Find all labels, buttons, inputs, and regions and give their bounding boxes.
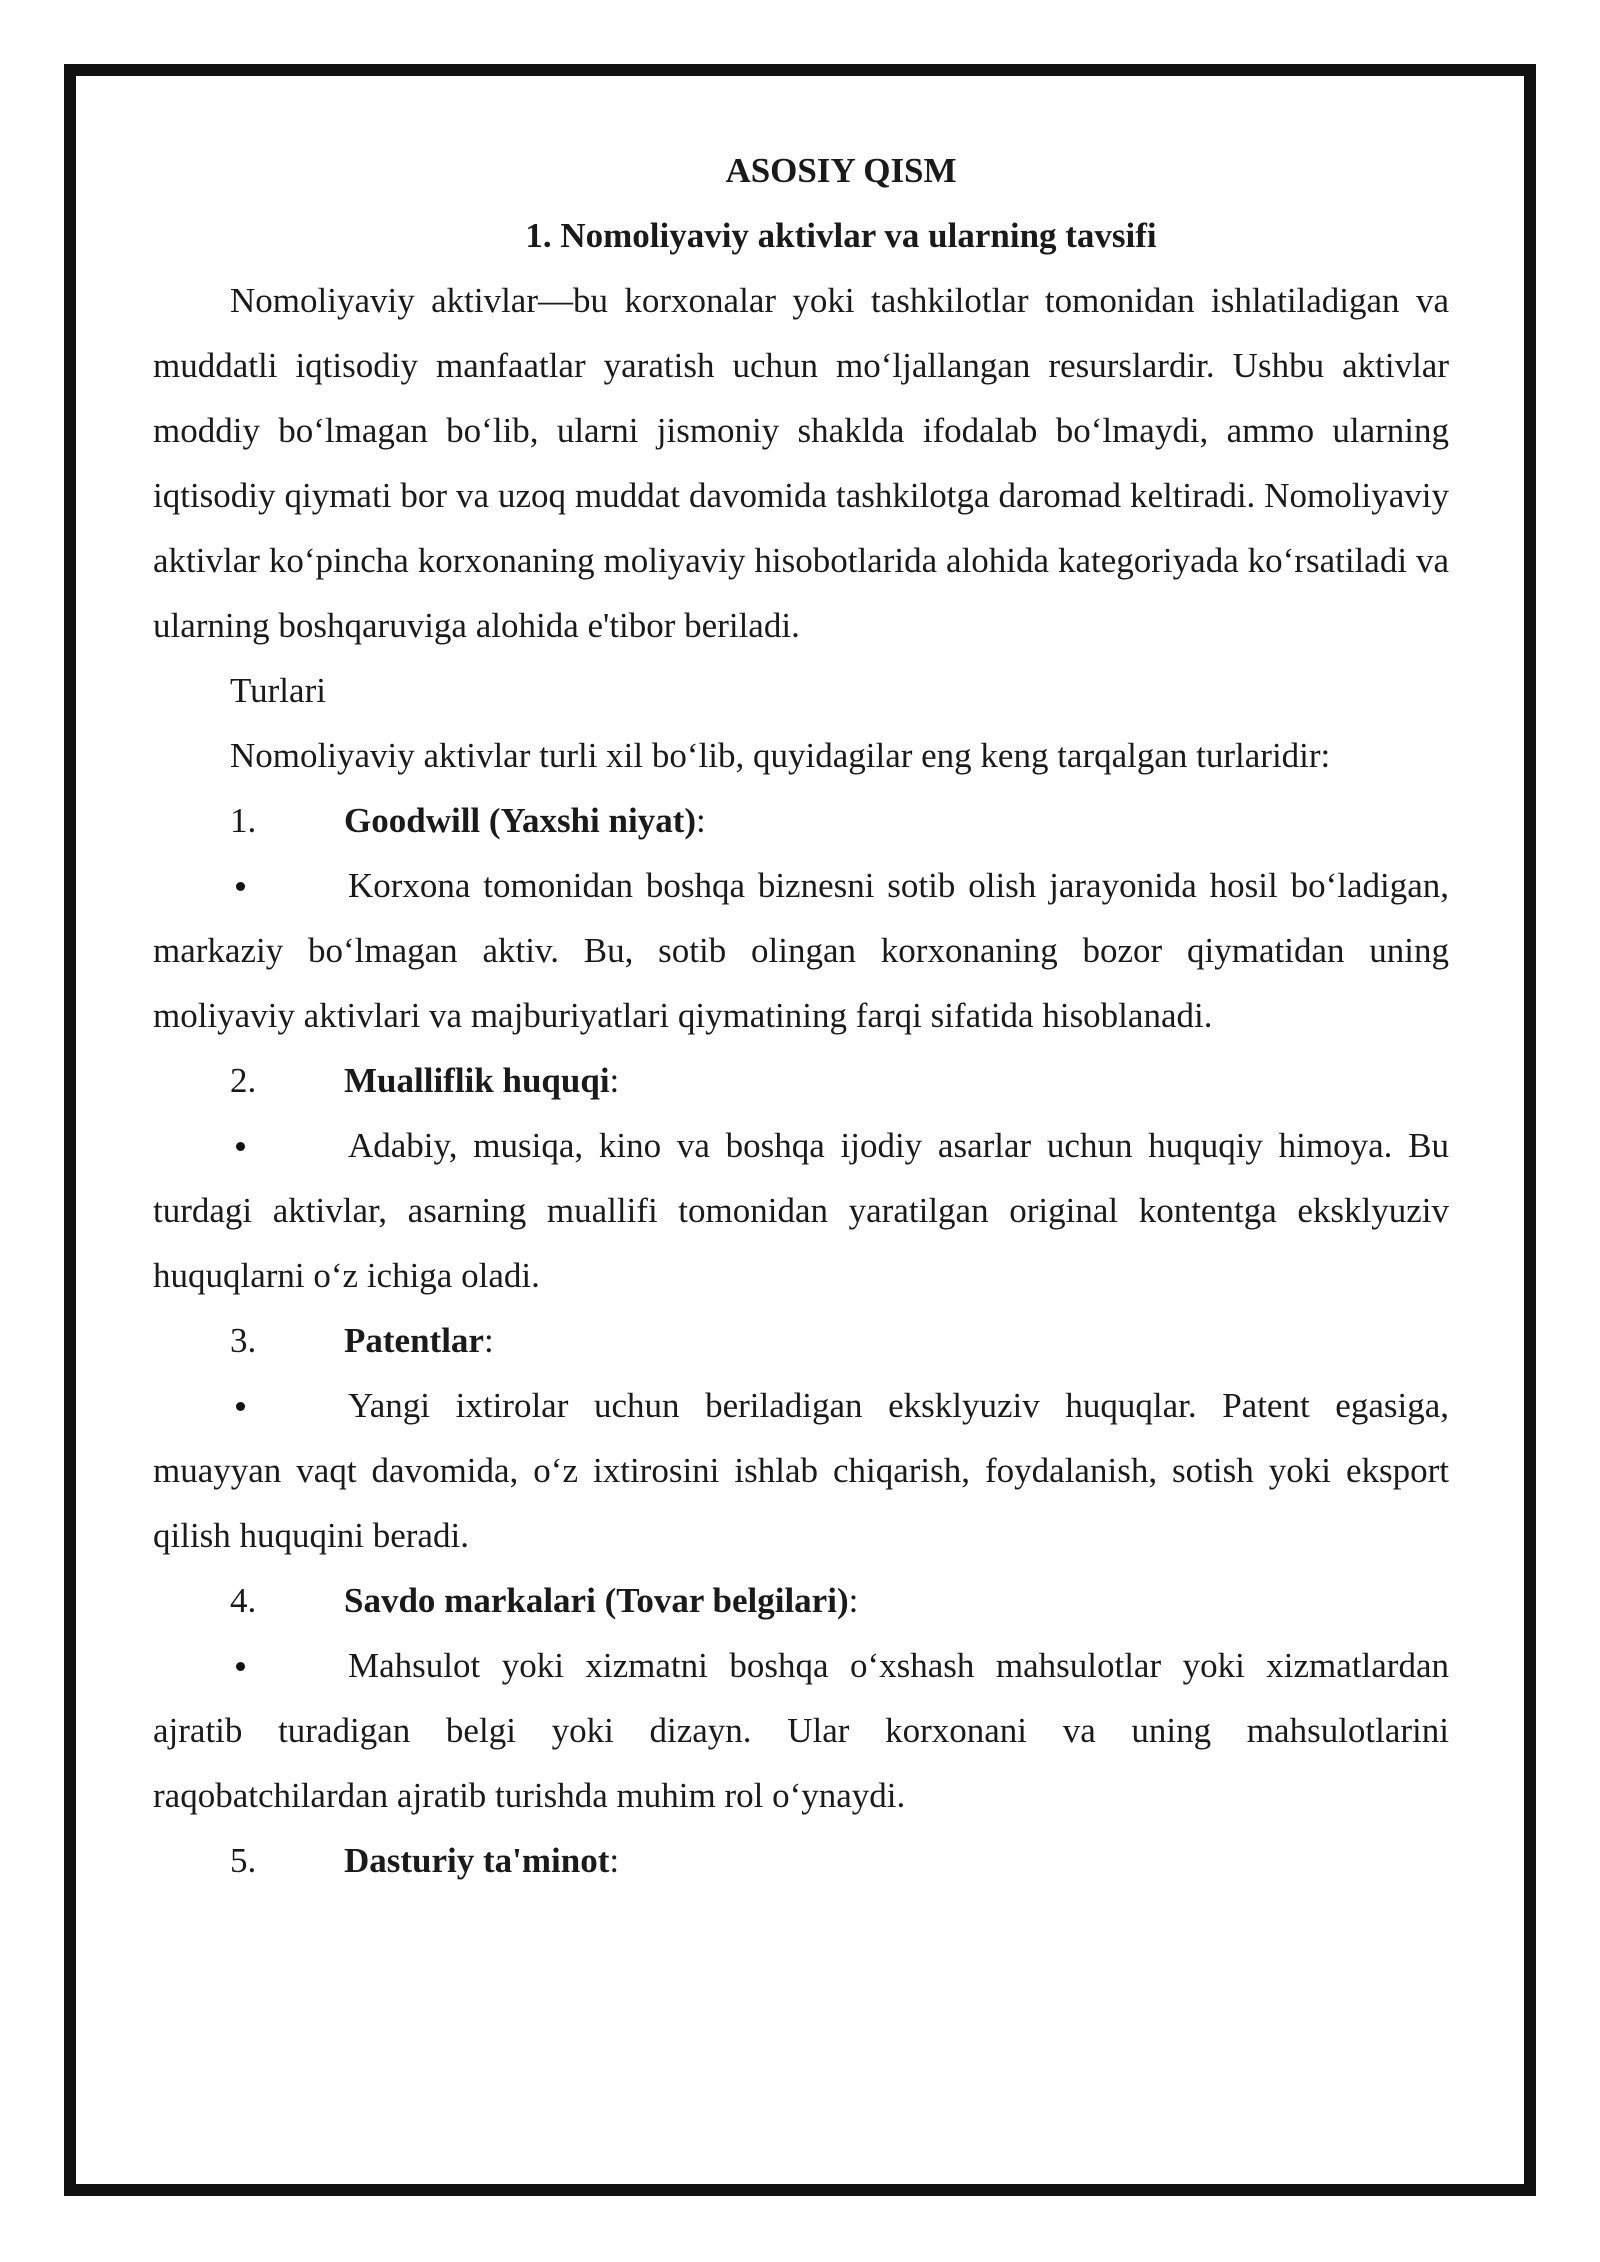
list-number: 1. (230, 801, 257, 840)
list-number: 5. (230, 1841, 257, 1880)
section-title: 1. Nomoliyaviy aktivlar va ularning tavsifi (525, 216, 1157, 255)
bullet-icon (230, 853, 348, 918)
types-label: Turlari (230, 671, 326, 710)
list-item-colon: : (609, 1061, 620, 1100)
list-item-colon: : (848, 1581, 859, 1620)
document-body (153, 138, 1449, 1893)
list-item-5 (153, 1828, 1449, 1893)
page-title: ASOSIY QISM (725, 151, 957, 190)
description-text: Yangi ixtirolar uchun beriladigan eksklyuziv huquqlar. Patent egasiga, muayyan vaqt davomida, o‘z ixtirosini ishlab chiqarish, foydalanish, sotish yoki eksport qilish huquqini beradi. (153, 1386, 1449, 1555)
list-item-colon: : (609, 1841, 620, 1880)
list-item-colon: : (483, 1321, 494, 1360)
intro-paragraph: Nomoliyaviy aktivlar—bu korxonalar yoki tashkilotlar tomonidan ishlatiladigan va muddatli iqtisodiy manfaatlar yaratish uchun mo‘ljallangan resurslardir. Ushbu aktivlar moddiy bo‘lmagan bo‘lib, ularni jismoniy shaklda ifodalab bo‘lmaydi, ammo ularning iqtisodiy qiymati bor va uzoq muddat davomida tashkilotga daromad keltiradi. Nomoliyaviy aktivlar ko‘pincha korxonaning moliyaviy hisobotlarida alohida kategoriyada ko‘rsatiladi va ularning boshqaruviga alohida e'tibor beriladi. (153, 281, 1449, 645)
list-item-3 (153, 1308, 1449, 1373)
list-item-description (153, 1113, 1449, 1308)
description-text: Adabiy, musiqa, kino va boshqa ijodiy asarlar uchun huquqiy himoya. Bu turdagi aktivlar, asarning muallifi tomonidan yaratilgan original kontentga eksklyuziv huquqlarni o‘z ichiga oladi. (153, 1126, 1449, 1295)
list-item-description (153, 853, 1449, 1048)
list-item-4 (153, 1568, 1449, 1633)
list-number: 4. (230, 1581, 257, 1620)
bullet-icon (230, 1113, 348, 1178)
list-item-title: Goodwill (Yaxshi niyat) (344, 801, 696, 840)
list-number: 2. (230, 1061, 257, 1100)
list-item-description (153, 1633, 1449, 1828)
list-item-description (153, 1373, 1449, 1568)
list-item-title: Patentlar (344, 1321, 484, 1360)
list-item-1 (153, 788, 1449, 853)
list-number: 3. (230, 1321, 257, 1360)
list-item-title: Dasturiy ta'minot (344, 1841, 610, 1880)
bullet-icon (230, 1633, 348, 1698)
list-item-title: Savdo markalari (Tovar belgilari) (344, 1581, 849, 1620)
list-item-2 (153, 1048, 1449, 1113)
bullet-icon (230, 1373, 348, 1438)
description-text: Korxona tomonidan boshqa biznesni sotib olish jarayonida hosil bo‘ladigan, markaziy bo‘lmagan aktiv. Bu, sotib olingan korxonaning bozor qiymatidan uning moliyaviy aktivlari va majburiyatlari qiymatining farqi sifatida hisoblanadi. (153, 866, 1449, 1035)
list-item-colon: : (696, 801, 706, 840)
list-item-title: Mualliflik huquqi (344, 1061, 610, 1100)
description-text: Mahsulot yoki xizmatni boshqa o‘xshash mahsulotlar yoki xizmatlardan ajratib turadigan belgi yoki dizayn. Ular korxonani va uning mahsulotlarini raqobatchilardan ajratib turishda muhim rol o‘ynaydi. (153, 1646, 1449, 1815)
types-intro-paragraph: Nomoliyaviy aktivlar turli xil bo‘lib, quyidagilar eng keng tarqalgan turlaridir: (230, 736, 1331, 775)
